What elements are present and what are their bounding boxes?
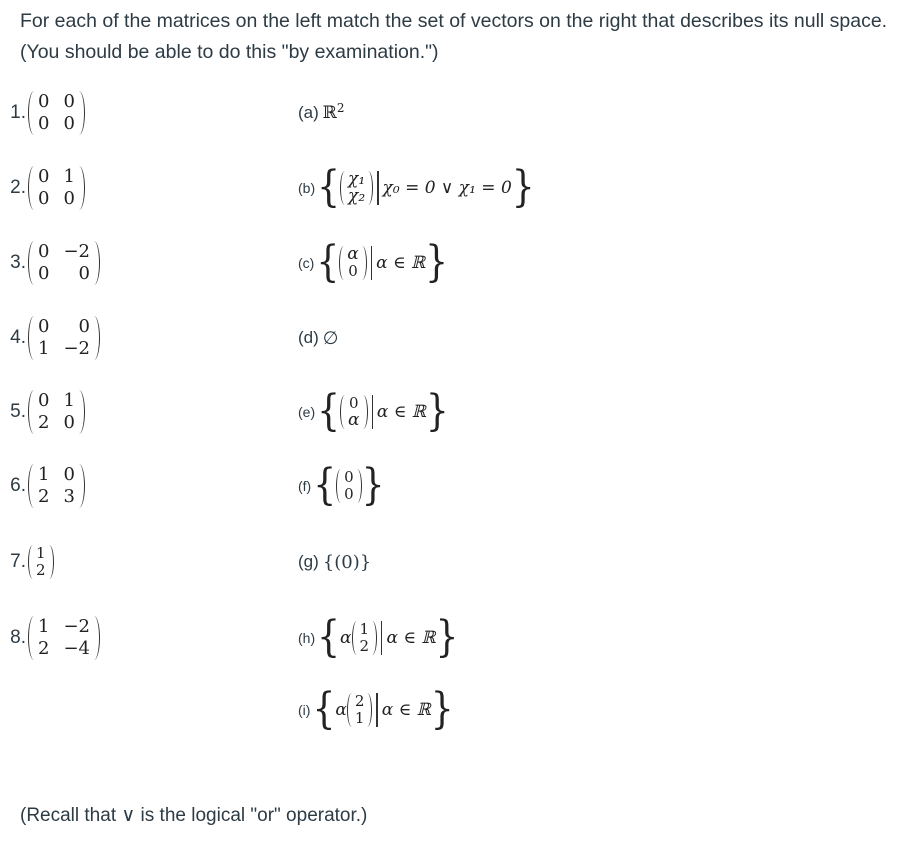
option-label: (b)	[298, 180, 316, 196]
matrix-item	[8, 158, 268, 218]
matrix: 1 0 2 3	[28, 464, 85, 508]
item-number: 1.	[10, 102, 26, 123]
matrix: 0 −2 0 0	[28, 241, 100, 285]
matrix-item	[8, 456, 268, 516]
option-label: (c)	[298, 255, 315, 271]
matrix: 0 1 2 0	[28, 390, 85, 434]
option-expression: { 0 α α ∈ ℝ }	[317, 386, 449, 436]
option-g	[298, 532, 888, 592]
empty-set: ∅	[322, 327, 339, 349]
item-number: 4.	[10, 327, 26, 348]
option-f	[298, 456, 888, 516]
matrix-item	[8, 233, 268, 293]
option-expression: { α 2 1 α ∈ ℝ }	[312, 684, 454, 734]
option-b	[298, 158, 888, 218]
option-d	[298, 308, 888, 368]
option-label: (a)	[298, 103, 319, 122]
option-expression: { α 1 2 α ∈ ℝ }	[317, 612, 459, 662]
item-number: 8.	[10, 627, 26, 648]
option-expression: { α 0 α ∈ ℝ }	[316, 237, 449, 287]
option-expression: { χ₁ χ₂ χ₀ = 0 ∨ χ₁ = 0 }	[317, 162, 535, 212]
item-number: 7.	[10, 551, 26, 572]
option-i	[298, 680, 888, 740]
option-label: (f)	[298, 478, 312, 494]
matrix-item	[8, 382, 268, 442]
item-number: 6.	[10, 475, 26, 496]
option-label: (d)	[298, 328, 319, 347]
option-expression: {(0)}	[322, 551, 372, 573]
matrix-item	[8, 608, 268, 668]
option-expression: ℝ $^2$	[322, 101, 345, 123]
item-number: 2.	[10, 177, 26, 198]
option-c	[298, 233, 888, 293]
matrix-item	[8, 308, 268, 368]
instructions: For each of the matrices on the left match the set of vectors on the right that describes its null space. (You should be able to do this "by examination.")	[20, 10, 888, 63]
option-expression: { 0 0 }	[313, 460, 385, 510]
matrix: 0 0 0 0	[28, 91, 85, 135]
item-number: 5.	[10, 401, 26, 422]
option-label: (e)	[298, 404, 316, 420]
option-label: (g)	[298, 552, 319, 571]
option-label: (h)	[298, 630, 316, 646]
matrix: 0 0 1 −2	[28, 316, 100, 360]
option-label: (i)	[298, 702, 311, 718]
option-a	[298, 83, 888, 143]
option-h	[298, 608, 888, 668]
matrix-item	[8, 83, 268, 143]
matrix: 0 1 0 0	[28, 166, 85, 210]
matrix: 1 2	[28, 545, 54, 579]
matrix-item	[8, 532, 268, 592]
option-e	[298, 382, 888, 442]
matrix: 1 −2 2 −4	[28, 616, 100, 660]
item-number: 3.	[10, 252, 26, 273]
recall-note: (Recall that ∨ is the logical "or" operator.)	[20, 805, 368, 826]
